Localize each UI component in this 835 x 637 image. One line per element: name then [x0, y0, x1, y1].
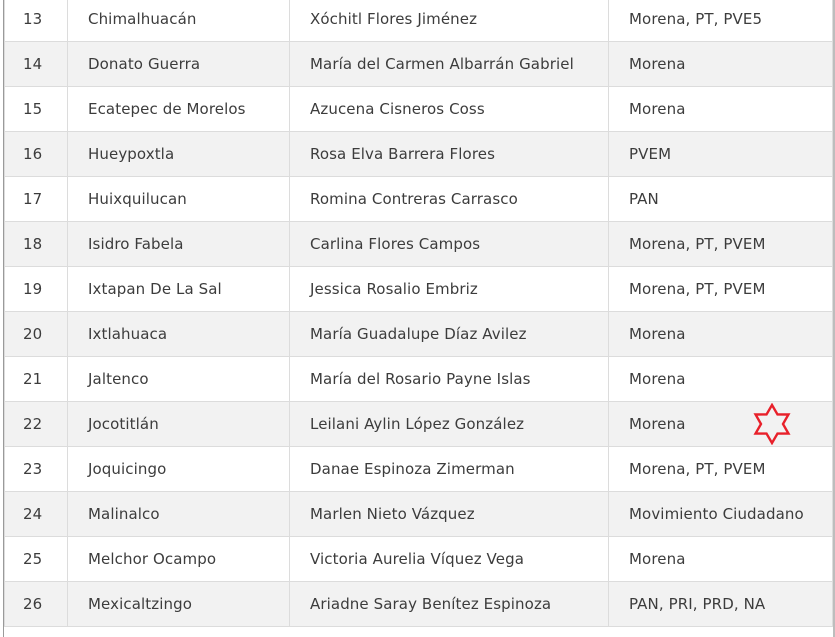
party-text: PVEM: [629, 145, 672, 163]
table-row: [5, 177, 833, 222]
party-cell: [609, 87, 833, 132]
municipality-text: Malinalco: [88, 505, 160, 523]
row-number-text: 22: [23, 415, 43, 433]
table-row: [5, 357, 833, 402]
row-number-text: 26: [23, 595, 43, 613]
row-number-text: 19: [23, 280, 43, 298]
table-row: [5, 312, 833, 357]
municipality-text: Chimalhuacán: [88, 10, 197, 28]
municipality-cell: [68, 222, 290, 267]
row-number-text: 13: [23, 10, 43, 28]
candidate-name-text: Rosa Elva Barrera Flores: [310, 145, 496, 163]
row-number-cell: [5, 582, 68, 627]
row-number-text: 15: [23, 100, 43, 118]
party-cell: [609, 312, 833, 357]
row-number-cell: [5, 312, 68, 357]
row-number-text: 23: [23, 460, 43, 478]
row-number-cell: [5, 0, 68, 42]
party-cell: [609, 0, 833, 42]
row-number-cell: [5, 177, 68, 222]
municipality-text: Huixquilucan: [88, 190, 187, 208]
candidate-name-cell: [290, 447, 609, 492]
municipality-text: Hueypoxtla: [88, 145, 175, 163]
table-row: [5, 492, 833, 537]
candidate-name-text: Azucena Cisneros Coss: [310, 100, 485, 118]
party-cell: [609, 357, 833, 402]
candidate-name-text: Jessica Rosalio Embriz: [310, 280, 478, 298]
candidate-name-cell: [290, 267, 609, 312]
party-text: Morena: [629, 100, 686, 118]
party-text: Movimiento Ciudadano: [629, 505, 804, 523]
candidate-name-cell: [290, 312, 609, 357]
party-cell: [609, 492, 833, 537]
municipality-text: Mexicaltzingo: [88, 595, 192, 613]
municipality-text: Melchor Ocampo: [88, 550, 217, 568]
candidate-name-cell: [290, 537, 609, 582]
table-row: [5, 402, 833, 447]
municipality-cell: [68, 42, 290, 87]
party-cell: [609, 42, 833, 87]
party-text: Morena: [629, 550, 686, 568]
row-number-cell: [5, 492, 68, 537]
table-row: [5, 132, 833, 177]
row-number-cell: [5, 357, 68, 402]
candidate-name-text: Danae Espinoza Zimerman: [310, 460, 515, 478]
municipality-cell: [68, 402, 290, 447]
candidate-name-cell: [290, 177, 609, 222]
row-number-text: 14: [23, 55, 43, 73]
municipality-cell: [68, 582, 290, 627]
table-row: [5, 537, 833, 582]
party-text: Morena, PT, PVEM: [629, 280, 766, 298]
candidate-name-text: Carlina Flores Campos: [310, 235, 481, 253]
party-cell: [609, 177, 833, 222]
candidate-name-text: Victoria Aurelia Víquez Vega: [310, 550, 524, 568]
municipality-text: Ecatepec de Morelos: [88, 100, 246, 118]
party-cell: [609, 402, 833, 447]
table-row: [5, 0, 833, 42]
row-number-cell: [5, 132, 68, 177]
municipality-text: Joquicingo: [88, 460, 167, 478]
candidate-name-cell: [290, 42, 609, 87]
municipality-text: Jocotitlán: [88, 415, 159, 433]
row-number-text: 21: [23, 370, 43, 388]
candidate-name-text: Leilani Aylin López González: [310, 415, 525, 433]
municipality-cell: [68, 492, 290, 537]
party-text: PAN: [629, 190, 659, 208]
candidate-name-text: Xóchitl Flores Jiménez: [310, 10, 478, 28]
party-text: Morena: [629, 370, 686, 388]
candidate-name-text: María del Carmen Albarrán Gabriel: [310, 55, 574, 73]
candidate-name-cell: [290, 0, 609, 42]
party-cell: [609, 537, 833, 582]
party-text: Morena: [629, 325, 686, 343]
municipality-cell: [68, 267, 290, 312]
municipality-cell: [68, 537, 290, 582]
municipality-text: Ixtapan De La Sal: [88, 280, 222, 298]
row-number-text: 24: [23, 505, 43, 523]
row-number-cell: [5, 222, 68, 267]
municipality-cell: [68, 0, 290, 42]
row-number-cell: [5, 402, 68, 447]
table-row: [5, 447, 833, 492]
row-number-cell: [5, 267, 68, 312]
party-text: PAN, PRI, PRD, NA: [629, 595, 766, 613]
party-cell: [609, 582, 833, 627]
row-number-cell: [5, 42, 68, 87]
municipality-cell: [68, 132, 290, 177]
table-row: [5, 42, 833, 87]
municipality-text: Jaltenco: [88, 370, 149, 388]
municipality-text: Ixtlahuaca: [88, 325, 168, 343]
table-row: [5, 222, 833, 267]
candidate-name-text: Ariadne Saray Benítez Espinoza: [310, 595, 552, 613]
party-cell: [609, 447, 833, 492]
row-number-cell: [5, 537, 68, 582]
six-pointed-star-icon: [751, 403, 793, 445]
row-number-text: 18: [23, 235, 43, 253]
municipality-cell: [68, 87, 290, 132]
row-number-text: 17: [23, 190, 43, 208]
party-cell: [609, 132, 833, 177]
party-text: Morena, PT, PVEM: [629, 235, 766, 253]
candidate-name-text: María del Rosario Payne Islas: [310, 370, 531, 388]
row-number-text: 16: [23, 145, 43, 163]
municipality-text: Isidro Fabela: [88, 235, 184, 253]
candidate-name-text: Marlen Nieto Vázquez: [310, 505, 475, 523]
candidate-name-cell: [290, 87, 609, 132]
party-cell: [609, 267, 833, 312]
party-text: Morena: [629, 55, 686, 73]
candidate-name-cell: [290, 492, 609, 537]
candidate-name-cell: [290, 357, 609, 402]
party-cell: [609, 222, 833, 267]
table-row: [5, 267, 833, 312]
party-text: Morena: [629, 415, 686, 433]
candidate-name-cell: [290, 402, 609, 447]
municipality-cell: [68, 312, 290, 357]
candidate-name-text: María Guadalupe Díaz Avilez: [310, 325, 527, 343]
party-text: Morena, PT, PVEM: [629, 460, 766, 478]
candidate-name-cell: [290, 222, 609, 267]
candidate-name-cell: [290, 132, 609, 177]
table-row: [5, 87, 833, 132]
results-table: [4, 0, 833, 627]
row-number-text: 20: [23, 325, 43, 343]
party-text: Morena, PT, PVE5: [629, 10, 763, 28]
municipality-cell: [68, 447, 290, 492]
municipality-cell: [68, 357, 290, 402]
municipality-text: Donato Guerra: [88, 55, 201, 73]
table-body: [5, 0, 833, 627]
municipality-cell: [68, 177, 290, 222]
candidate-name-cell: [290, 582, 609, 627]
row-number-cell: [5, 447, 68, 492]
table-row: [5, 582, 833, 627]
row-number-cell: [5, 87, 68, 132]
row-number-text: 25: [23, 550, 43, 568]
candidate-name-text: Romina Contreras Carrasco: [310, 190, 518, 208]
